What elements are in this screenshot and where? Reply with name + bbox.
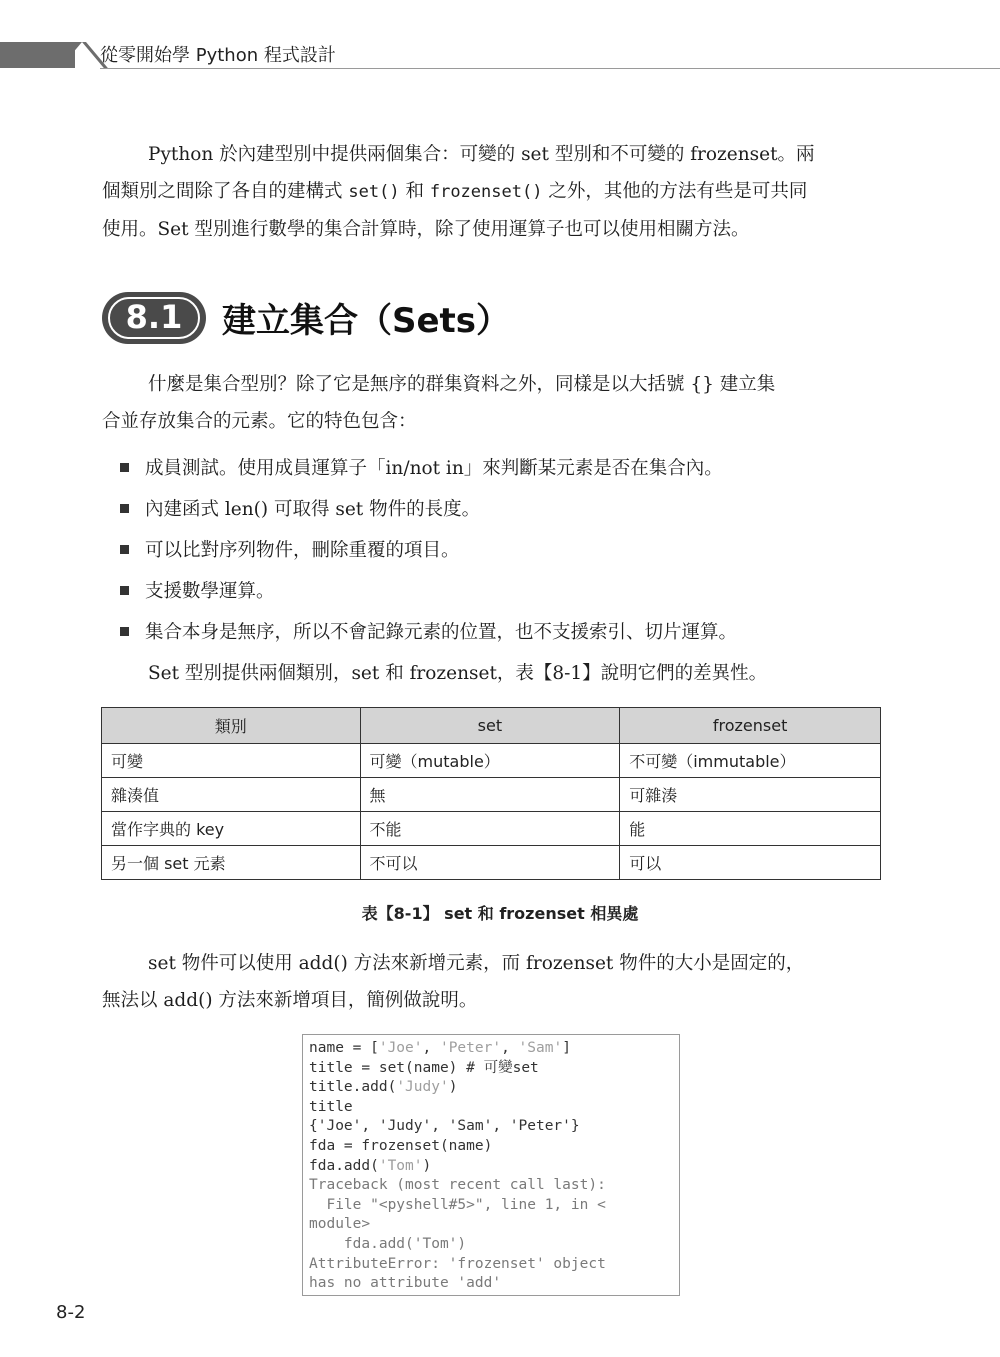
header-rule <box>100 68 1000 69</box>
code-line: fda = frozenset(name) <box>309 1137 493 1154</box>
list-item: 成員測試。使用成員運算子「in/not in」來判斷某元素是否在集合內。 <box>120 448 737 489</box>
intro-line-1: Python 於內建型別中提供兩個集合：可變的 set 型別和不可變的 frozenset。兩 <box>148 144 815 165</box>
add-method-paragraph <box>102 945 882 1019</box>
p2-line-2: 合並存放集合的元素。它的特色包含： <box>102 411 417 432</box>
intro-line-2: 個類別之間除了各自的建構式 set() 和 frozenset() 之外，其他的方法有些是可共同 <box>102 181 808 202</box>
square-bullet-icon <box>120 627 129 636</box>
list-item: 可以比對序列物件，刪除重覆的項目。 <box>120 530 737 571</box>
header-category: 類別 <box>102 708 361 744</box>
code-listing <box>302 1034 680 1296</box>
code-line: module> <box>309 1216 371 1233</box>
set-frozenset-table <box>101 707 881 880</box>
table-cell: 不能 <box>360 812 620 846</box>
table-row <box>102 812 881 846</box>
table-cell: 另一個 set 元素 <box>102 846 361 880</box>
table-cell: 能 <box>620 812 881 846</box>
p2-line-1: 什麼是集合型別？除了它是無序的群集資料之外，同樣是以大括號 {} 建立集 <box>148 374 776 395</box>
running-header-title: 從零開始學 Python 程式設計 <box>100 45 336 66</box>
section-title: 建立集合（Sets） <box>222 301 511 341</box>
code-line: title = set(name) # 可變set <box>309 1059 539 1076</box>
table-header-row <box>102 708 881 744</box>
code-line: title.add('Judy') <box>309 1079 458 1096</box>
table-cell: 可變 <box>102 744 361 778</box>
intro-paragraph <box>102 136 882 248</box>
header-frozenset: frozenset <box>620 708 881 744</box>
code-line: {'Joe', 'Judy', 'Sam', 'Peter'} <box>309 1118 580 1135</box>
code-line: AttributeError: 'frozenset' object <box>309 1255 606 1272</box>
table-row <box>102 778 881 812</box>
table-row <box>102 744 881 778</box>
table-cell: 可雜湊 <box>620 778 881 812</box>
table-cell: 無 <box>360 778 620 812</box>
code-line: fda.add('Tom') <box>309 1235 467 1252</box>
code-line: has no attribute 'add' <box>309 1275 502 1292</box>
table-cell: 不可變（immutable） <box>620 744 881 778</box>
table-intro-paragraph: Set 型別提供兩個類別，set 和 frozenset，表【8-1】說明它們的差異性。 <box>148 663 768 684</box>
code-line: name = ['Joe', 'Peter', 'Sam'] <box>309 1040 571 1056</box>
table-row <box>102 846 881 880</box>
p4-line-1: set 物件可以使用 add() 方法來新增元素，而 frozenset 物件的大小是固定的， <box>148 953 805 974</box>
intro-line-3: 使用。Set 型別進行數學的集合計算時，除了使用運算子也可以使用相關方法。 <box>102 219 750 240</box>
section-number-badge: 8.1 <box>102 292 206 344</box>
list-item: 支援數學運算。 <box>120 571 737 612</box>
square-bullet-icon <box>120 586 129 595</box>
table-caption: 表【8-1】 set 和 frozenset 相異處 <box>361 904 639 923</box>
header-slant <box>60 42 82 68</box>
header-set: set <box>360 708 620 744</box>
code-line: title <box>309 1098 353 1115</box>
code-line: File "<pyshell#5>", line 1, in < <box>309 1196 606 1213</box>
square-bullet-icon <box>120 504 129 513</box>
list-item: 內建函式 len() 可取得 set 物件的長度。 <box>120 489 737 530</box>
table-cell: 可以 <box>620 846 881 880</box>
p4-line-2: 無法以 add() 方法來新增項目，簡例做說明。 <box>102 990 478 1011</box>
table-cell: 可變（mutable） <box>360 744 620 778</box>
table-cell: 當作字典的 key <box>102 812 361 846</box>
square-bullet-icon <box>120 545 129 554</box>
table-cell: 不可以 <box>360 846 620 880</box>
feature-list <box>120 448 737 653</box>
code-line: Traceback (most recent call last): <box>309 1177 606 1194</box>
list-item: 集合本身是無序，所以不會記錄元素的位置，也不支援索引、切片運算。 <box>120 612 737 653</box>
page-number: 8-2 <box>56 1302 86 1323</box>
code-line: fda.add('Tom') <box>309 1157 432 1174</box>
square-bullet-icon <box>120 463 129 472</box>
set-definition-paragraph <box>102 366 882 440</box>
table-cell: 雜湊值 <box>102 778 361 812</box>
